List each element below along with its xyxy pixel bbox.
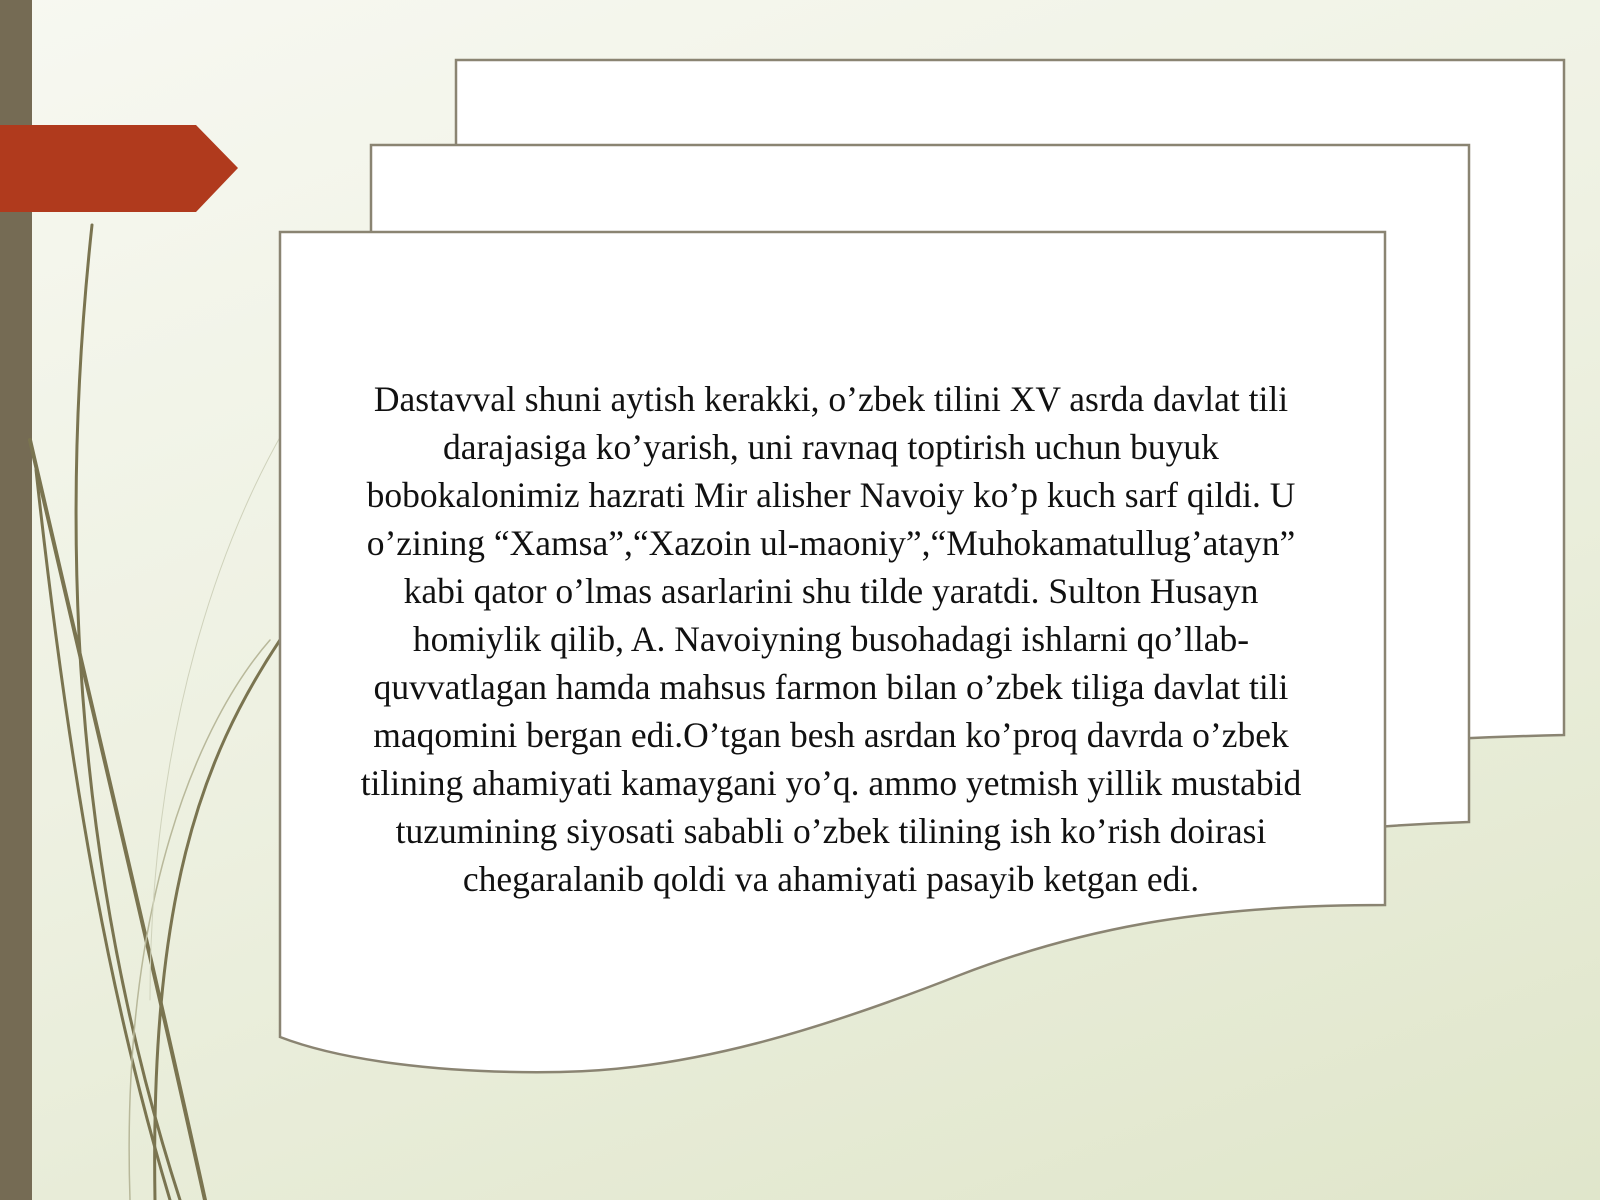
body-text — [298, 375, 1364, 903]
text-line-7: quvvatlagan hamda mahsus farmon bilan o’zbek tiliga davlat tili — [373, 667, 1289, 707]
text-line-4: o’zining “Xamsa”,“Xazoin ul-maoniy”,“Muhokamatullug’atayn” — [366, 523, 1296, 563]
text-line-5: kabi qator o’lmas asarlarini shu tilde yaratdi. Sulton Husayn — [403, 571, 1259, 611]
text-line-10: tuzumining siyosati sababli o’zbek tilining ish ko’rish doirasi — [395, 811, 1267, 851]
text-line-9: tilining ahamiyati kamaygani yo’q. ammo yetmish yillik mustabid — [360, 763, 1302, 803]
text-line-11: chegaralanib qoldi va ahamiyati pasayib ketgan edi. — [462, 859, 1200, 899]
text-line-8: maqomini bergan edi.O’tgan besh asrdan ko’proq davrda o’zbek — [373, 715, 1289, 755]
text-line-6: homiylik qilib, A. Navoiyning busohadagi ishlarni qo’llab- — [412, 619, 1250, 659]
text-line-2: darajasiga ko’yarish, uni ravnaq toptirish uchun buyuk — [443, 427, 1219, 467]
text-line-3: bobokalonimiz hazrati Mir alisher Navoiy ko’p kuch sarf qildi. U — [366, 475, 1296, 515]
red-arrow-tab — [0, 125, 238, 212]
text-line-1: Dastavval shuni aytish kerakki, o’zbek tilini XV asrda davlat tili — [373, 379, 1289, 419]
